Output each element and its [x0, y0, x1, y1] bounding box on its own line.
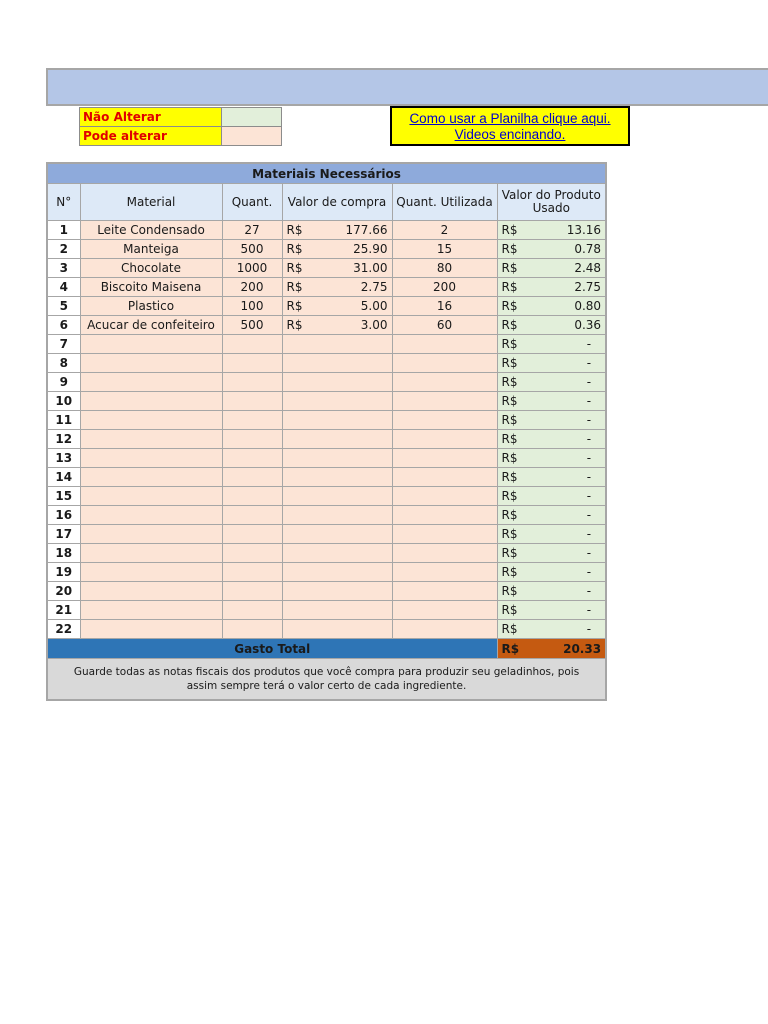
header-valor-compra: Valor de compra: [282, 184, 392, 221]
cell-valor-usado: -: [586, 356, 592, 370]
legend-locked-swatch: [222, 108, 282, 127]
table-row: [47, 335, 606, 354]
cell-quant[interactable]: [222, 392, 282, 411]
cell-quant-utilizada[interactable]: 2: [392, 221, 497, 240]
cell-quant[interactable]: 500: [222, 316, 282, 335]
table-row: [47, 525, 606, 544]
cell-material[interactable]: [80, 373, 222, 392]
cell-valor-usado: -: [586, 337, 592, 351]
cell-material[interactable]: [80, 601, 222, 620]
currency-symbol: R$: [501, 565, 518, 579]
currency-symbol: R$: [501, 318, 518, 332]
currency-symbol: R$: [501, 508, 518, 522]
cell-valor-compra[interactable]: [282, 354, 392, 373]
header-quant: Quant.: [222, 184, 282, 221]
cell-num: 19: [47, 563, 80, 582]
cell-quant[interactable]: 200: [222, 278, 282, 297]
cell-valor-usado-cell: [497, 240, 606, 259]
cell-material[interactable]: [80, 354, 222, 373]
cell-quant[interactable]: [222, 620, 282, 639]
materials-table: [46, 162, 607, 701]
cell-quant-utilizada[interactable]: [392, 430, 497, 449]
table-row: [47, 354, 606, 373]
cell-valor-usado: -: [586, 451, 592, 465]
cell-quant-utilizada[interactable]: [392, 335, 497, 354]
cell-quant[interactable]: 500: [222, 240, 282, 259]
cell-quant[interactable]: [222, 468, 282, 487]
legend-locked-label: Não Alterar: [80, 108, 222, 127]
cell-valor-usado: 2.48: [574, 261, 602, 275]
cell-valor-compra[interactable]: [282, 506, 392, 525]
cell-valor-usado-cell: [497, 411, 606, 430]
cell-quant[interactable]: [222, 544, 282, 563]
currency-symbol: R$: [501, 470, 518, 484]
cell-num: 11: [47, 411, 80, 430]
currency-symbol: R$: [501, 394, 518, 408]
cell-material[interactable]: [80, 392, 222, 411]
cell-valor-compra[interactable]: [282, 620, 392, 639]
cell-num: 9: [47, 373, 80, 392]
table-row: [47, 259, 606, 278]
table-row: [47, 392, 606, 411]
cell-valor-usado-cell: [497, 601, 606, 620]
legend-editable-swatch: [222, 127, 282, 146]
cell-valor-usado: -: [586, 375, 592, 389]
cell-num: 3: [47, 259, 80, 278]
currency-symbol: R$: [286, 318, 303, 332]
table-row: [47, 430, 606, 449]
cell-valor-usado: -: [586, 565, 592, 579]
cell-quant[interactable]: [222, 506, 282, 525]
cell-valor-usado: -: [586, 546, 592, 560]
cell-num: 18: [47, 544, 80, 563]
cell-num: 10: [47, 392, 80, 411]
cell-material[interactable]: [80, 620, 222, 639]
cell-valor-compra[interactable]: [282, 240, 392, 259]
cell-num: 12: [47, 430, 80, 449]
cell-valor-compra[interactable]: [282, 392, 392, 411]
header-material: Material: [80, 184, 222, 221]
cell-valor-usado: -: [586, 622, 592, 636]
cell-valor-compra[interactable]: [282, 582, 392, 601]
table-row: [47, 278, 606, 297]
cell-valor-compra[interactable]: [282, 601, 392, 620]
cell-num: 21: [47, 601, 80, 620]
cell-valor-compra-value: 3.00: [360, 318, 388, 332]
cell-valor-usado-cell: [497, 563, 606, 582]
cell-valor-usado-cell: [497, 392, 606, 411]
table-row: [47, 316, 606, 335]
cell-valor-usado: 0.80: [574, 299, 602, 313]
currency-symbol: R$: [286, 261, 303, 275]
cell-material[interactable]: Plastico: [80, 297, 222, 316]
cell-valor-usado-cell: [497, 297, 606, 316]
cell-valor-compra[interactable]: [282, 316, 392, 335]
cell-valor-compra[interactable]: [282, 449, 392, 468]
cell-material[interactable]: Biscoito Maisena: [80, 278, 222, 297]
currency-symbol: R$: [501, 603, 518, 617]
cell-quant[interactable]: [222, 411, 282, 430]
cell-valor-usado-cell: [497, 430, 606, 449]
cell-valor-compra[interactable]: [282, 373, 392, 392]
cell-material[interactable]: [80, 563, 222, 582]
cell-valor-usado-cell: [497, 278, 606, 297]
cell-valor-usado-cell: [497, 525, 606, 544]
cell-num: 15: [47, 487, 80, 506]
currency-symbol: R$: [286, 223, 303, 237]
currency-symbol: R$: [501, 375, 518, 389]
currency-symbol: R$: [501, 584, 518, 598]
cell-quant-utilizada[interactable]: 60: [392, 316, 497, 335]
cell-num: 2: [47, 240, 80, 259]
cell-valor-usado-cell: [497, 620, 606, 639]
cell-valor-usado-cell: [497, 221, 606, 240]
cell-valor-usado: -: [586, 470, 592, 484]
cell-valor-usado-cell: [497, 487, 606, 506]
color-legend: [79, 107, 282, 146]
currency-symbol: R$: [501, 432, 518, 446]
cell-valor-usado-cell: [497, 449, 606, 468]
cell-valor-compra[interactable]: [282, 487, 392, 506]
cell-num: 16: [47, 506, 80, 525]
help-link-box[interactable]: [390, 106, 630, 146]
cell-valor-compra[interactable]: [282, 278, 392, 297]
total-value-cell: [497, 639, 606, 659]
currency-symbol: R$: [501, 413, 518, 427]
cell-valor-compra-value: 5.00: [360, 299, 388, 313]
cell-material[interactable]: Leite Condensado: [80, 221, 222, 240]
table-row: [47, 449, 606, 468]
currency-symbol: R$: [501, 356, 518, 370]
currency-symbol: R$: [501, 489, 518, 503]
cell-quant[interactable]: [222, 525, 282, 544]
cell-valor-compra[interactable]: [282, 297, 392, 316]
cell-valor-usado: -: [586, 432, 592, 446]
cell-num: 14: [47, 468, 80, 487]
cell-valor-usado: 0.78: [574, 242, 602, 256]
cell-valor-usado: -: [586, 508, 592, 522]
cell-quant[interactable]: [222, 373, 282, 392]
currency-symbol: R$: [501, 527, 518, 541]
cell-valor-usado-cell: [497, 468, 606, 487]
footer-note: Guarde todas as notas fiscais dos produtos que você compra para produzir seu geladinhos, pois assim sempre terá o valor certo de cada ingrediente.: [47, 659, 606, 701]
currency-symbol: R$: [501, 622, 518, 636]
cell-num: 4: [47, 278, 80, 297]
currency-symbol: R$: [286, 242, 303, 256]
table-row: [47, 544, 606, 563]
cell-valor-compra[interactable]: [282, 411, 392, 430]
videos-link[interactable]: Videos encinando.: [454, 127, 566, 142]
cell-num: 17: [47, 525, 80, 544]
total-label: Gasto Total: [47, 639, 497, 659]
cell-valor-compra[interactable]: [282, 563, 392, 582]
cell-valor-usado-cell: [497, 373, 606, 392]
cell-valor-usado: -: [586, 394, 592, 408]
table-row: [47, 487, 606, 506]
cell-quant-utilizada[interactable]: [392, 525, 497, 544]
cell-quant[interactable]: [222, 582, 282, 601]
cell-quant-utilizada[interactable]: [392, 392, 497, 411]
cell-material[interactable]: [80, 582, 222, 601]
cell-quant-utilizada[interactable]: [392, 354, 497, 373]
cell-material[interactable]: Manteiga: [80, 240, 222, 259]
cell-material[interactable]: [80, 487, 222, 506]
cell-valor-usado: 2.75: [574, 280, 602, 294]
cell-valor-usado-cell: [497, 259, 606, 278]
cell-valor-usado: -: [586, 489, 592, 503]
cell-quant[interactable]: [222, 601, 282, 620]
currency-symbol: R$: [501, 337, 518, 351]
cell-valor-usado-cell: [497, 544, 606, 563]
cell-num: 6: [47, 316, 80, 335]
cell-quant[interactable]: 1000: [222, 259, 282, 278]
cell-valor-compra-value: 25.90: [353, 242, 388, 256]
currency-symbol: R$: [501, 223, 518, 237]
cell-quant-utilizada[interactable]: [392, 620, 497, 639]
cell-quant-utilizada[interactable]: [392, 468, 497, 487]
table-row: [47, 582, 606, 601]
header-band: [46, 68, 768, 106]
cell-quant[interactable]: [222, 430, 282, 449]
cell-num: 20: [47, 582, 80, 601]
table-row: [47, 506, 606, 525]
cell-num: 7: [47, 335, 80, 354]
cell-quant[interactable]: [222, 449, 282, 468]
cell-quant[interactable]: 100: [222, 297, 282, 316]
cell-valor-compra-value: 31.00: [353, 261, 388, 275]
table-row: [47, 563, 606, 582]
cell-num: 5: [47, 297, 80, 316]
cell-quant-utilizada[interactable]: [392, 449, 497, 468]
cell-material[interactable]: [80, 335, 222, 354]
cell-quant-utilizada[interactable]: [392, 506, 497, 525]
cell-quant-utilizada[interactable]: 200: [392, 278, 497, 297]
cell-valor-usado-cell: [497, 335, 606, 354]
cell-quant-utilizada[interactable]: 16: [392, 297, 497, 316]
currency-symbol: R$: [501, 261, 518, 275]
cell-valor-usado: 0.36: [574, 318, 602, 332]
cell-material[interactable]: Chocolate: [80, 259, 222, 278]
cell-num: 8: [47, 354, 80, 373]
cell-quant[interactable]: [222, 335, 282, 354]
cell-quant[interactable]: [222, 563, 282, 582]
total-value: 20.33: [563, 641, 602, 656]
cell-valor-compra[interactable]: [282, 430, 392, 449]
cell-valor-compra[interactable]: [282, 525, 392, 544]
header-quant-utilizada: Quant. Utilizada: [392, 184, 497, 221]
currency-symbol: R$: [501, 280, 518, 294]
cell-valor-usado-cell: [497, 316, 606, 335]
cell-valor-usado: 13.16: [566, 223, 602, 237]
cell-valor-usado: -: [586, 603, 592, 617]
table-row: [47, 221, 606, 240]
cell-material[interactable]: [80, 544, 222, 563]
help-link[interactable]: Como usar a Planilha clique aqui.: [409, 111, 611, 126]
cell-material[interactable]: Acucar de confeiteiro: [80, 316, 222, 335]
cell-quant-utilizada[interactable]: [392, 411, 497, 430]
currency-symbol: R$: [501, 299, 518, 313]
table-title: Materiais Necessários: [47, 163, 606, 184]
currency-symbol: R$: [501, 242, 518, 256]
table-row: [47, 620, 606, 639]
cell-quant-utilizada[interactable]: [392, 601, 497, 620]
legend-editable-label: Pode alterar: [80, 127, 222, 146]
cell-valor-compra[interactable]: [282, 468, 392, 487]
cell-quant[interactable]: [222, 354, 282, 373]
cell-valor-compra[interactable]: [282, 335, 392, 354]
table-row: [47, 240, 606, 259]
cell-material[interactable]: [80, 430, 222, 449]
cell-material[interactable]: [80, 411, 222, 430]
cell-num: 13: [47, 449, 80, 468]
cell-valor-usado-cell: [497, 582, 606, 601]
cell-material[interactable]: [80, 449, 222, 468]
cell-valor-compra[interactable]: [282, 221, 392, 240]
cell-quant-utilizada[interactable]: [392, 582, 497, 601]
cell-quant-utilizada[interactable]: [392, 487, 497, 506]
currency-symbol: R$: [501, 546, 518, 560]
cell-num: 1: [47, 221, 80, 240]
cell-valor-usado: -: [586, 413, 592, 427]
table-row: [47, 297, 606, 316]
currency-symbol: R$: [286, 280, 303, 294]
cell-quant-utilizada[interactable]: 80: [392, 259, 497, 278]
cell-valor-compra[interactable]: [282, 544, 392, 563]
header-num: N°: [47, 184, 80, 221]
currency-symbol: R$: [501, 641, 520, 656]
header-valor-usado: Valor do Produto Usado: [497, 184, 606, 221]
table-row: [47, 468, 606, 487]
cell-quant-utilizada[interactable]: [392, 373, 497, 392]
table-row: [47, 373, 606, 392]
cell-quant-utilizada[interactable]: [392, 563, 497, 582]
currency-symbol: R$: [286, 299, 303, 313]
cell-quant[interactable]: 27: [222, 221, 282, 240]
cell-quant-utilizada[interactable]: [392, 544, 497, 563]
cell-valor-compra-value: 2.75: [360, 280, 388, 294]
currency-symbol: R$: [501, 451, 518, 465]
cell-valor-compra[interactable]: [282, 259, 392, 278]
table-row: [47, 601, 606, 620]
cell-quant-utilizada[interactable]: 15: [392, 240, 497, 259]
table-row: [47, 411, 606, 430]
cell-valor-usado: -: [586, 584, 592, 598]
table-body: [47, 221, 606, 639]
cell-material[interactable]: [80, 506, 222, 525]
cell-material[interactable]: [80, 468, 222, 487]
cell-valor-compra-value: 177.66: [345, 223, 388, 237]
cell-valor-usado-cell: [497, 354, 606, 373]
cell-num: 22: [47, 620, 80, 639]
cell-valor-usado-cell: [497, 506, 606, 525]
cell-valor-usado: -: [586, 527, 592, 541]
cell-quant[interactable]: [222, 487, 282, 506]
cell-material[interactable]: [80, 525, 222, 544]
